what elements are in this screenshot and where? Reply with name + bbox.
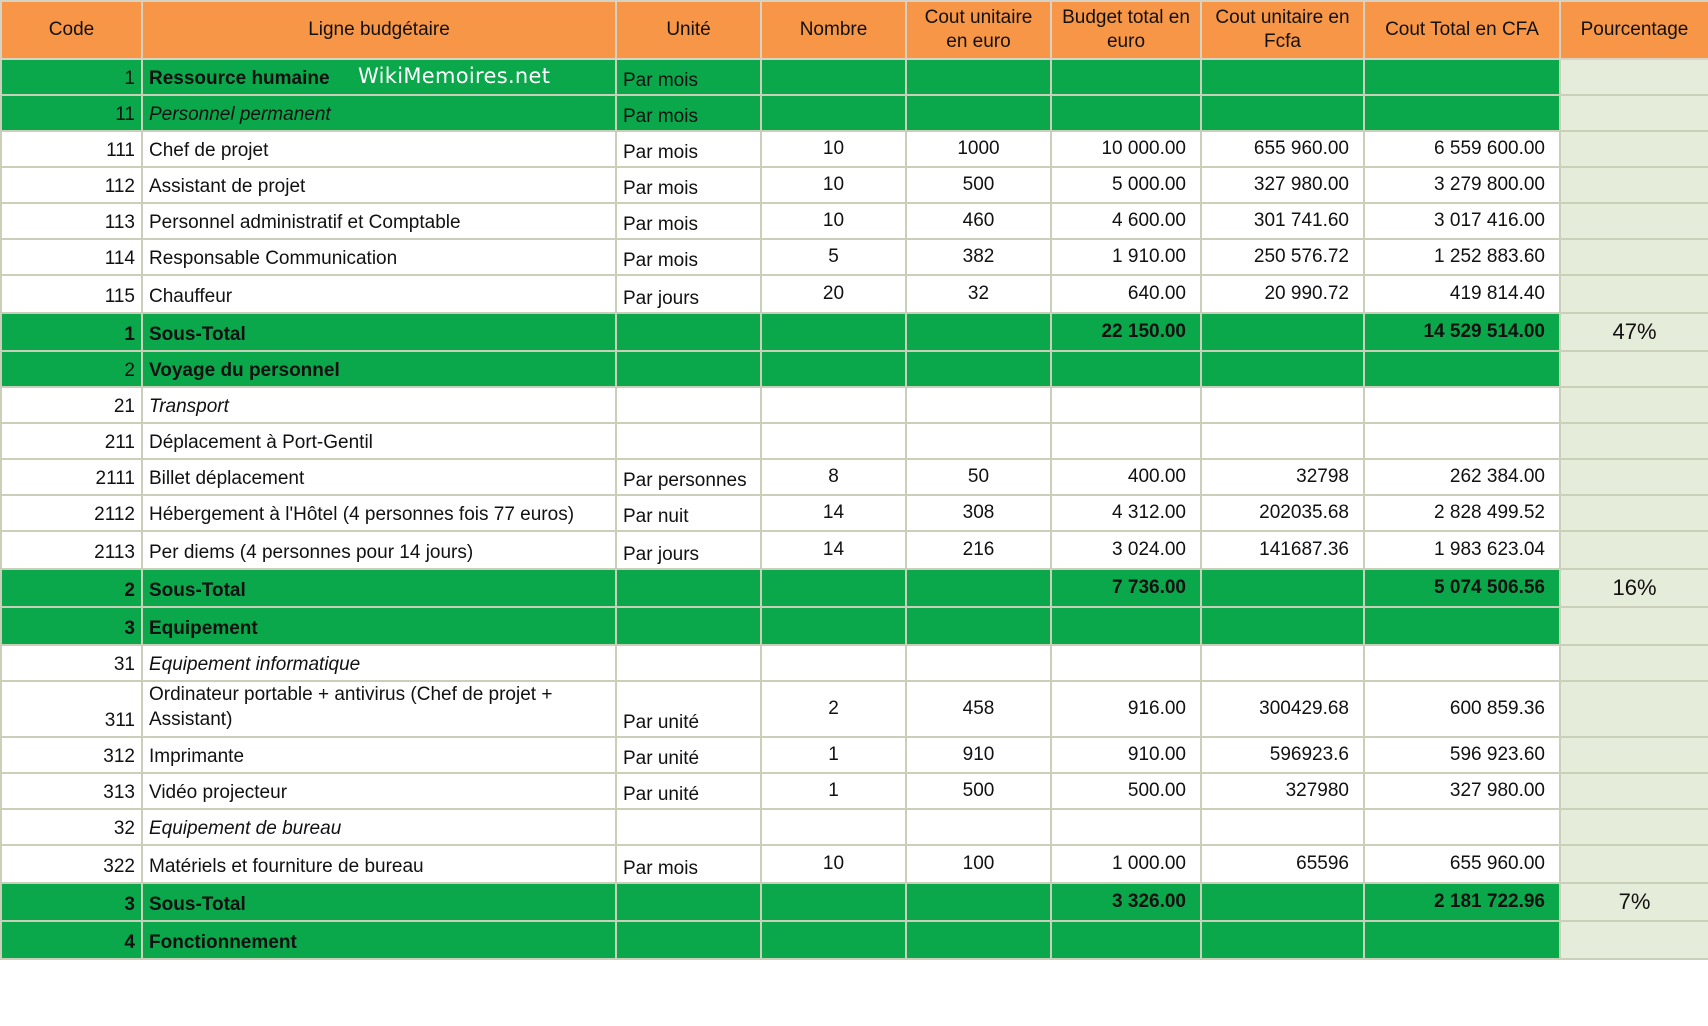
cell-cout-unitaire-euro[interactable] [906,645,1051,681]
cell-cout-unitaire-fcfa[interactable]: 250 576.72 [1201,239,1364,275]
cell-nombre[interactable] [761,569,906,607]
cell-cout-unitaire-euro[interactable] [906,423,1051,459]
cell-cout-unitaire-euro[interactable] [906,313,1051,351]
cell-cout-total-cfa[interactable] [1364,423,1560,459]
cell-code[interactable]: 32 [1,809,142,845]
header-nombre[interactable]: Nombre [761,1,906,59]
cell-ligne[interactable]: Chef de projet [142,131,616,167]
cell-cout-unitaire-fcfa[interactable] [1201,351,1364,387]
header-row [1,1,1708,59]
cell-nombre[interactable]: 14 [761,495,906,531]
cell-cout-unitaire-fcfa[interactable]: 655 960.00 [1201,131,1364,167]
cell-cout-total-cfa[interactable]: 2 828 499.52 [1364,495,1560,531]
cell-ligne[interactable]: Sous-Total [142,883,616,921]
table-row [1,275,1708,313]
table-row [1,387,1708,423]
cell-nombre[interactable]: 10 [761,131,906,167]
cell-cout-unitaire-euro[interactable]: 50 [906,459,1051,495]
cell-cout-total-cfa[interactable]: 655 960.00 [1364,845,1560,883]
table-row [1,203,1708,239]
cell-cout-total-cfa[interactable]: 419 814.40 [1364,275,1560,313]
table-row [1,809,1708,845]
cell-code[interactable]: 3 [1,883,142,921]
header-pourcentage[interactable]: Pourcentage [1560,1,1708,59]
cell-nombre[interactable]: 1 [761,737,906,773]
cell-cout-unitaire-fcfa[interactable] [1201,921,1364,959]
cell-code[interactable]: 2 [1,351,142,387]
cell-pourcentage[interactable] [1560,531,1708,569]
cell-unite[interactable]: Par mois [616,203,761,239]
cell-nombre[interactable] [761,59,906,95]
cell-cout-unitaire-fcfa[interactable] [1201,809,1364,845]
table-row [1,607,1708,645]
header-cout-unitaire-euro[interactable]: Cout unitaire en euro [906,1,1051,59]
cell-ligne[interactable]: Responsable Communication [142,239,616,275]
cell-cout-total-cfa[interactable]: 2 181 722.96 [1364,883,1560,921]
cell-ligne[interactable]: Assistant de projet [142,167,616,203]
table-row [1,773,1708,809]
cell-cout-unitaire-fcfa[interactable]: 202035.68 [1201,495,1364,531]
cell-budget-total-euro[interactable]: 10 000.00 [1051,131,1201,167]
cell-cout-unitaire-fcfa[interactable] [1201,387,1364,423]
cell-unite[interactable]: Par unité [616,773,761,809]
cell-pourcentage[interactable]: 16% [1560,569,1708,607]
cell-cout-total-cfa[interactable]: 6 559 600.00 [1364,131,1560,167]
cell-cout-unitaire-euro[interactable] [906,351,1051,387]
cell-cout-unitaire-euro[interactable] [906,387,1051,423]
cell-cout-unitaire-fcfa[interactable]: 20 990.72 [1201,275,1364,313]
cell-ligne[interactable]: Matériels et fourniture de bureau [142,845,616,883]
cell-cout-unitaire-fcfa[interactable] [1201,423,1364,459]
table-row [1,569,1708,607]
cell-budget-total-euro[interactable]: 3 326.00 [1051,883,1201,921]
cell-pourcentage[interactable] [1560,275,1708,313]
cell-code[interactable]: 211 [1,423,142,459]
cell-cout-unitaire-fcfa[interactable]: 141687.36 [1201,531,1364,569]
cell-unite[interactable]: Par jours [616,531,761,569]
cell-cout-total-cfa[interactable] [1364,607,1560,645]
cell-unite[interactable] [616,883,761,921]
cell-cout-unitaire-euro[interactable]: 910 [906,737,1051,773]
cell-ligne[interactable]: Equipement de bureau [142,809,616,845]
cell-unite[interactable]: Par jours [616,275,761,313]
cell-nombre[interactable]: 10 [761,845,906,883]
cell-ligne[interactable]: Billet déplacement [142,459,616,495]
cell-ligne[interactable]: Equipement [142,607,616,645]
table-row [1,681,1708,737]
cell-code[interactable]: 115 [1,275,142,313]
cell-budget-total-euro[interactable]: 4 312.00 [1051,495,1201,531]
cell-budget-total-euro[interactable] [1051,95,1201,131]
cell-ligne[interactable]: Fonctionnement [142,921,616,959]
cell-pourcentage[interactable]: 47% [1560,313,1708,351]
cell-pourcentage[interactable] [1560,809,1708,845]
cell-pourcentage[interactable] [1560,131,1708,167]
cell-code[interactable]: 311 [1,681,142,737]
cell-cout-total-cfa[interactable] [1364,387,1560,423]
cell-nombre[interactable]: 8 [761,459,906,495]
cell-unite[interactable] [616,921,761,959]
cell-ligne[interactable]: Personnel permanent [142,95,616,131]
cell-cout-unitaire-euro[interactable]: 308 [906,495,1051,531]
cell-nombre[interactable] [761,95,906,131]
header-unite[interactable]: Unité [616,1,761,59]
cell-budget-total-euro[interactable]: 916.00 [1051,681,1201,737]
cell-cout-unitaire-euro[interactable] [906,809,1051,845]
cell-nombre[interactable]: 1 [761,773,906,809]
cell-cout-total-cfa[interactable] [1364,95,1560,131]
cell-cout-total-cfa[interactable]: 5 074 506.56 [1364,569,1560,607]
cell-cout-total-cfa[interactable] [1364,645,1560,681]
cell-code[interactable]: 4 [1,921,142,959]
cell-budget-total-euro[interactable]: 1 000.00 [1051,845,1201,883]
cell-nombre[interactable]: 20 [761,275,906,313]
cell-budget-total-euro[interactable] [1051,387,1201,423]
cell-cout-unitaire-euro[interactable]: 100 [906,845,1051,883]
cell-budget-total-euro[interactable] [1051,351,1201,387]
cell-code[interactable]: 1 [1,313,142,351]
cell-code[interactable]: 21 [1,387,142,423]
header-ligne-budgetaire[interactable]: Ligne budgétaire [142,1,616,59]
cell-nombre[interactable] [761,645,906,681]
cell-unite[interactable]: Par mois [616,845,761,883]
cell-pourcentage[interactable] [1560,459,1708,495]
cell-pourcentage[interactable] [1560,645,1708,681]
cell-unite[interactable] [616,809,761,845]
cell-cout-unitaire-fcfa[interactable]: 596923.6 [1201,737,1364,773]
table-row [1,531,1708,569]
table-row [1,423,1708,459]
cell-pourcentage[interactable] [1560,773,1708,809]
cell-unite[interactable] [616,351,761,387]
table-row [1,459,1708,495]
cell-pourcentage[interactable] [1560,59,1708,95]
cell-unite[interactable]: Par mois [616,131,761,167]
cell-nombre[interactable] [761,921,906,959]
cell-budget-total-euro[interactable]: 22 150.00 [1051,313,1201,351]
cell-code[interactable]: 322 [1,845,142,883]
cell-pourcentage[interactable] [1560,167,1708,203]
cell-unite[interactable]: Par unité [616,737,761,773]
cell-nombre[interactable]: 5 [761,239,906,275]
table-row [1,645,1708,681]
table-row [1,737,1708,773]
cell-ligne[interactable]: Sous-Total [142,313,616,351]
cell-budget-total-euro[interactable]: 1 910.00 [1051,239,1201,275]
cell-cout-total-cfa[interactable] [1364,351,1560,387]
cell-cout-unitaire-euro[interactable]: 500 [906,773,1051,809]
cell-pourcentage[interactable] [1560,203,1708,239]
cell-code[interactable]: 31 [1,645,142,681]
cell-budget-total-euro[interactable] [1051,59,1201,95]
cell-pourcentage[interactable] [1560,351,1708,387]
cell-cout-total-cfa[interactable]: 596 923.60 [1364,737,1560,773]
cell-cout-unitaire-euro[interactable]: 500 [906,167,1051,203]
cell-unite[interactable]: Par personnes [616,459,761,495]
cell-cout-total-cfa[interactable]: 3 017 416.00 [1364,203,1560,239]
cell-budget-total-euro[interactable]: 910.00 [1051,737,1201,773]
cell-unite[interactable] [616,569,761,607]
cell-ligne[interactable]: Ordinateur portable + antivirus (Chef de projet + Assistant) [142,681,616,737]
cell-budget-total-euro[interactable]: 500.00 [1051,773,1201,809]
cell-cout-unitaire-fcfa[interactable]: 327 980.00 [1201,167,1364,203]
cell-pourcentage[interactable] [1560,607,1708,645]
cell-ligne[interactable]: Transport [142,387,616,423]
cell-pourcentage[interactable] [1560,387,1708,423]
table-row [1,495,1708,531]
cell-unite[interactable]: Par mois [616,95,761,131]
table-row [1,351,1708,387]
cell-cout-unitaire-euro[interactable] [906,569,1051,607]
cell-cout-unitaire-fcfa[interactable] [1201,59,1364,95]
header-cout-unitaire-fcfa[interactable]: Cout unitaire en Fcfa [1201,1,1364,59]
cell-pourcentage[interactable] [1560,423,1708,459]
cell-cout-unitaire-fcfa[interactable]: 301 741.60 [1201,203,1364,239]
cell-code[interactable]: 113 [1,203,142,239]
cell-code[interactable]: 112 [1,167,142,203]
cell-cout-unitaire-fcfa[interactable]: 32798 [1201,459,1364,495]
cell-pourcentage[interactable] [1560,845,1708,883]
cell-cout-total-cfa[interactable]: 3 279 800.00 [1364,167,1560,203]
cell-cout-unitaire-euro[interactable] [906,95,1051,131]
cell-nombre[interactable] [761,809,906,845]
table-row [1,921,1708,959]
cell-ligne[interactable]: Déplacement à Port-Gentil [142,423,616,459]
cell-nombre[interactable] [761,423,906,459]
cell-code[interactable]: 3 [1,607,142,645]
cell-code[interactable]: 2112 [1,495,142,531]
cell-unite[interactable]: Par mois [616,59,761,95]
cell-pourcentage[interactable]: 7% [1560,883,1708,921]
header-code[interactable]: Code [1,1,142,59]
cell-nombre[interactable]: 14 [761,531,906,569]
cell-unite[interactable]: Par nuit [616,495,761,531]
cell-unite[interactable]: Par unité [616,681,761,737]
cell-cout-unitaire-fcfa[interactable] [1201,313,1364,351]
cell-budget-total-euro[interactable]: 4 600.00 [1051,203,1201,239]
cell-cout-total-cfa[interactable]: 600 859.36 [1364,681,1560,737]
cell-cout-unitaire-fcfa[interactable]: 65596 [1201,845,1364,883]
cell-cout-unitaire-euro[interactable]: 1000 [906,131,1051,167]
cell-cout-total-cfa[interactable] [1364,921,1560,959]
cell-pourcentage[interactable] [1560,95,1708,131]
cell-cout-total-cfa[interactable]: 1 983 623.04 [1364,531,1560,569]
cell-cout-unitaire-fcfa[interactable] [1201,569,1364,607]
table-row [1,845,1708,883]
cell-code[interactable]: 1 [1,59,142,95]
cell-pourcentage[interactable] [1560,921,1708,959]
cell-cout-unitaire-fcfa[interactable] [1201,607,1364,645]
cell-nombre[interactable]: 10 [761,167,906,203]
cell-ligne[interactable]: Equipement informatique [142,645,616,681]
cell-budget-total-euro[interactable] [1051,607,1201,645]
cell-unite[interactable] [616,645,761,681]
cell-code[interactable]: 2 [1,569,142,607]
cell-nombre[interactable]: 10 [761,203,906,239]
cell-ligne[interactable]: Hébergement à l'Hôtel (4 personnes fois 77 euros) [142,495,616,531]
cell-nombre[interactable] [761,387,906,423]
cell-ligne[interactable]: Voyage du personnel [142,351,616,387]
cell-cout-total-cfa[interactable]: 327 980.00 [1364,773,1560,809]
cell-cout-total-cfa[interactable]: 262 384.00 [1364,459,1560,495]
cell-cout-total-cfa[interactable]: 1 252 883.60 [1364,239,1560,275]
cell-code[interactable]: 111 [1,131,142,167]
cell-code[interactable]: 114 [1,239,142,275]
cell-cout-unitaire-fcfa[interactable]: 327980 [1201,773,1364,809]
cell-unite[interactable]: Par mois [616,239,761,275]
cell-ligne[interactable]: Ressource humaine [142,59,616,95]
cell-cout-unitaire-euro[interactable]: 382 [906,239,1051,275]
cell-cout-unitaire-euro[interactable]: 32 [906,275,1051,313]
cell-pourcentage[interactable] [1560,495,1708,531]
table-row [1,131,1708,167]
cell-cout-unitaire-fcfa[interactable]: 300429.68 [1201,681,1364,737]
watermark: WikiMemoires.net [358,64,551,88]
cell-cout-unitaire-euro[interactable]: 458 [906,681,1051,737]
cell-cout-unitaire-euro[interactable] [906,59,1051,95]
cell-ligne[interactable]: Sous-Total [142,569,616,607]
cell-nombre[interactable] [761,313,906,351]
cell-budget-total-euro[interactable] [1051,645,1201,681]
cell-nombre[interactable] [761,351,906,387]
cell-cout-total-cfa[interactable] [1364,809,1560,845]
cell-budget-total-euro[interactable] [1051,809,1201,845]
cell-code[interactable]: 312 [1,737,142,773]
cell-pourcentage[interactable] [1560,239,1708,275]
cell-cout-unitaire-fcfa[interactable] [1201,95,1364,131]
cell-code[interactable]: 2111 [1,459,142,495]
cell-ligne[interactable]: Vidéo projecteur [142,773,616,809]
cell-code[interactable]: 2113 [1,531,142,569]
cell-cout-unitaire-euro[interactable] [906,883,1051,921]
table-row [1,883,1708,921]
cell-cout-unitaire-euro[interactable] [906,607,1051,645]
cell-ligne[interactable]: Imprimante [142,737,616,773]
cell-unite[interactable] [616,423,761,459]
cell-cout-unitaire-euro[interactable]: 216 [906,531,1051,569]
table-row [1,95,1708,131]
cell-budget-total-euro[interactable] [1051,921,1201,959]
cell-unite[interactable] [616,607,761,645]
table-row [1,239,1708,275]
header-cout-total-cfa[interactable]: Cout Total en CFA [1364,1,1560,59]
cell-budget-total-euro[interactable]: 7 736.00 [1051,569,1201,607]
cell-cout-unitaire-euro[interactable]: 460 [906,203,1051,239]
cell-budget-total-euro[interactable]: 3 024.00 [1051,531,1201,569]
cell-budget-total-euro[interactable]: 5 000.00 [1051,167,1201,203]
cell-nombre[interactable] [761,607,906,645]
cell-cout-total-cfa[interactable] [1364,59,1560,95]
cell-code[interactable]: 313 [1,773,142,809]
table-row [1,167,1708,203]
cell-nombre[interactable] [761,883,906,921]
cell-code[interactable]: 11 [1,95,142,131]
cell-pourcentage[interactable] [1560,681,1708,737]
cell-budget-total-euro[interactable]: 400.00 [1051,459,1201,495]
table-row [1,313,1708,351]
cell-cout-unitaire-fcfa[interactable] [1201,883,1364,921]
cell-ligne[interactable]: Chauffeur [142,275,616,313]
cell-pourcentage[interactable] [1560,737,1708,773]
cell-unite[interactable] [616,387,761,423]
cell-ligne[interactable]: Per diems (4 personnes pour 14 jours) [142,531,616,569]
table-row [1,59,1708,95]
cell-nombre[interactable]: 2 [761,681,906,737]
cell-cout-unitaire-fcfa[interactable] [1201,645,1364,681]
cell-budget-total-euro[interactable] [1051,423,1201,459]
header-budget-total-euro[interactable]: Budget total en euro [1051,1,1201,59]
cell-budget-total-euro[interactable]: 640.00 [1051,275,1201,313]
cell-cout-total-cfa[interactable]: 14 529 514.00 [1364,313,1560,351]
cell-cout-unitaire-euro[interactable] [906,921,1051,959]
cell-ligne[interactable]: Personnel administratif et Comptable [142,203,616,239]
cell-unite[interactable] [616,313,761,351]
cell-unite[interactable]: Par mois [616,167,761,203]
